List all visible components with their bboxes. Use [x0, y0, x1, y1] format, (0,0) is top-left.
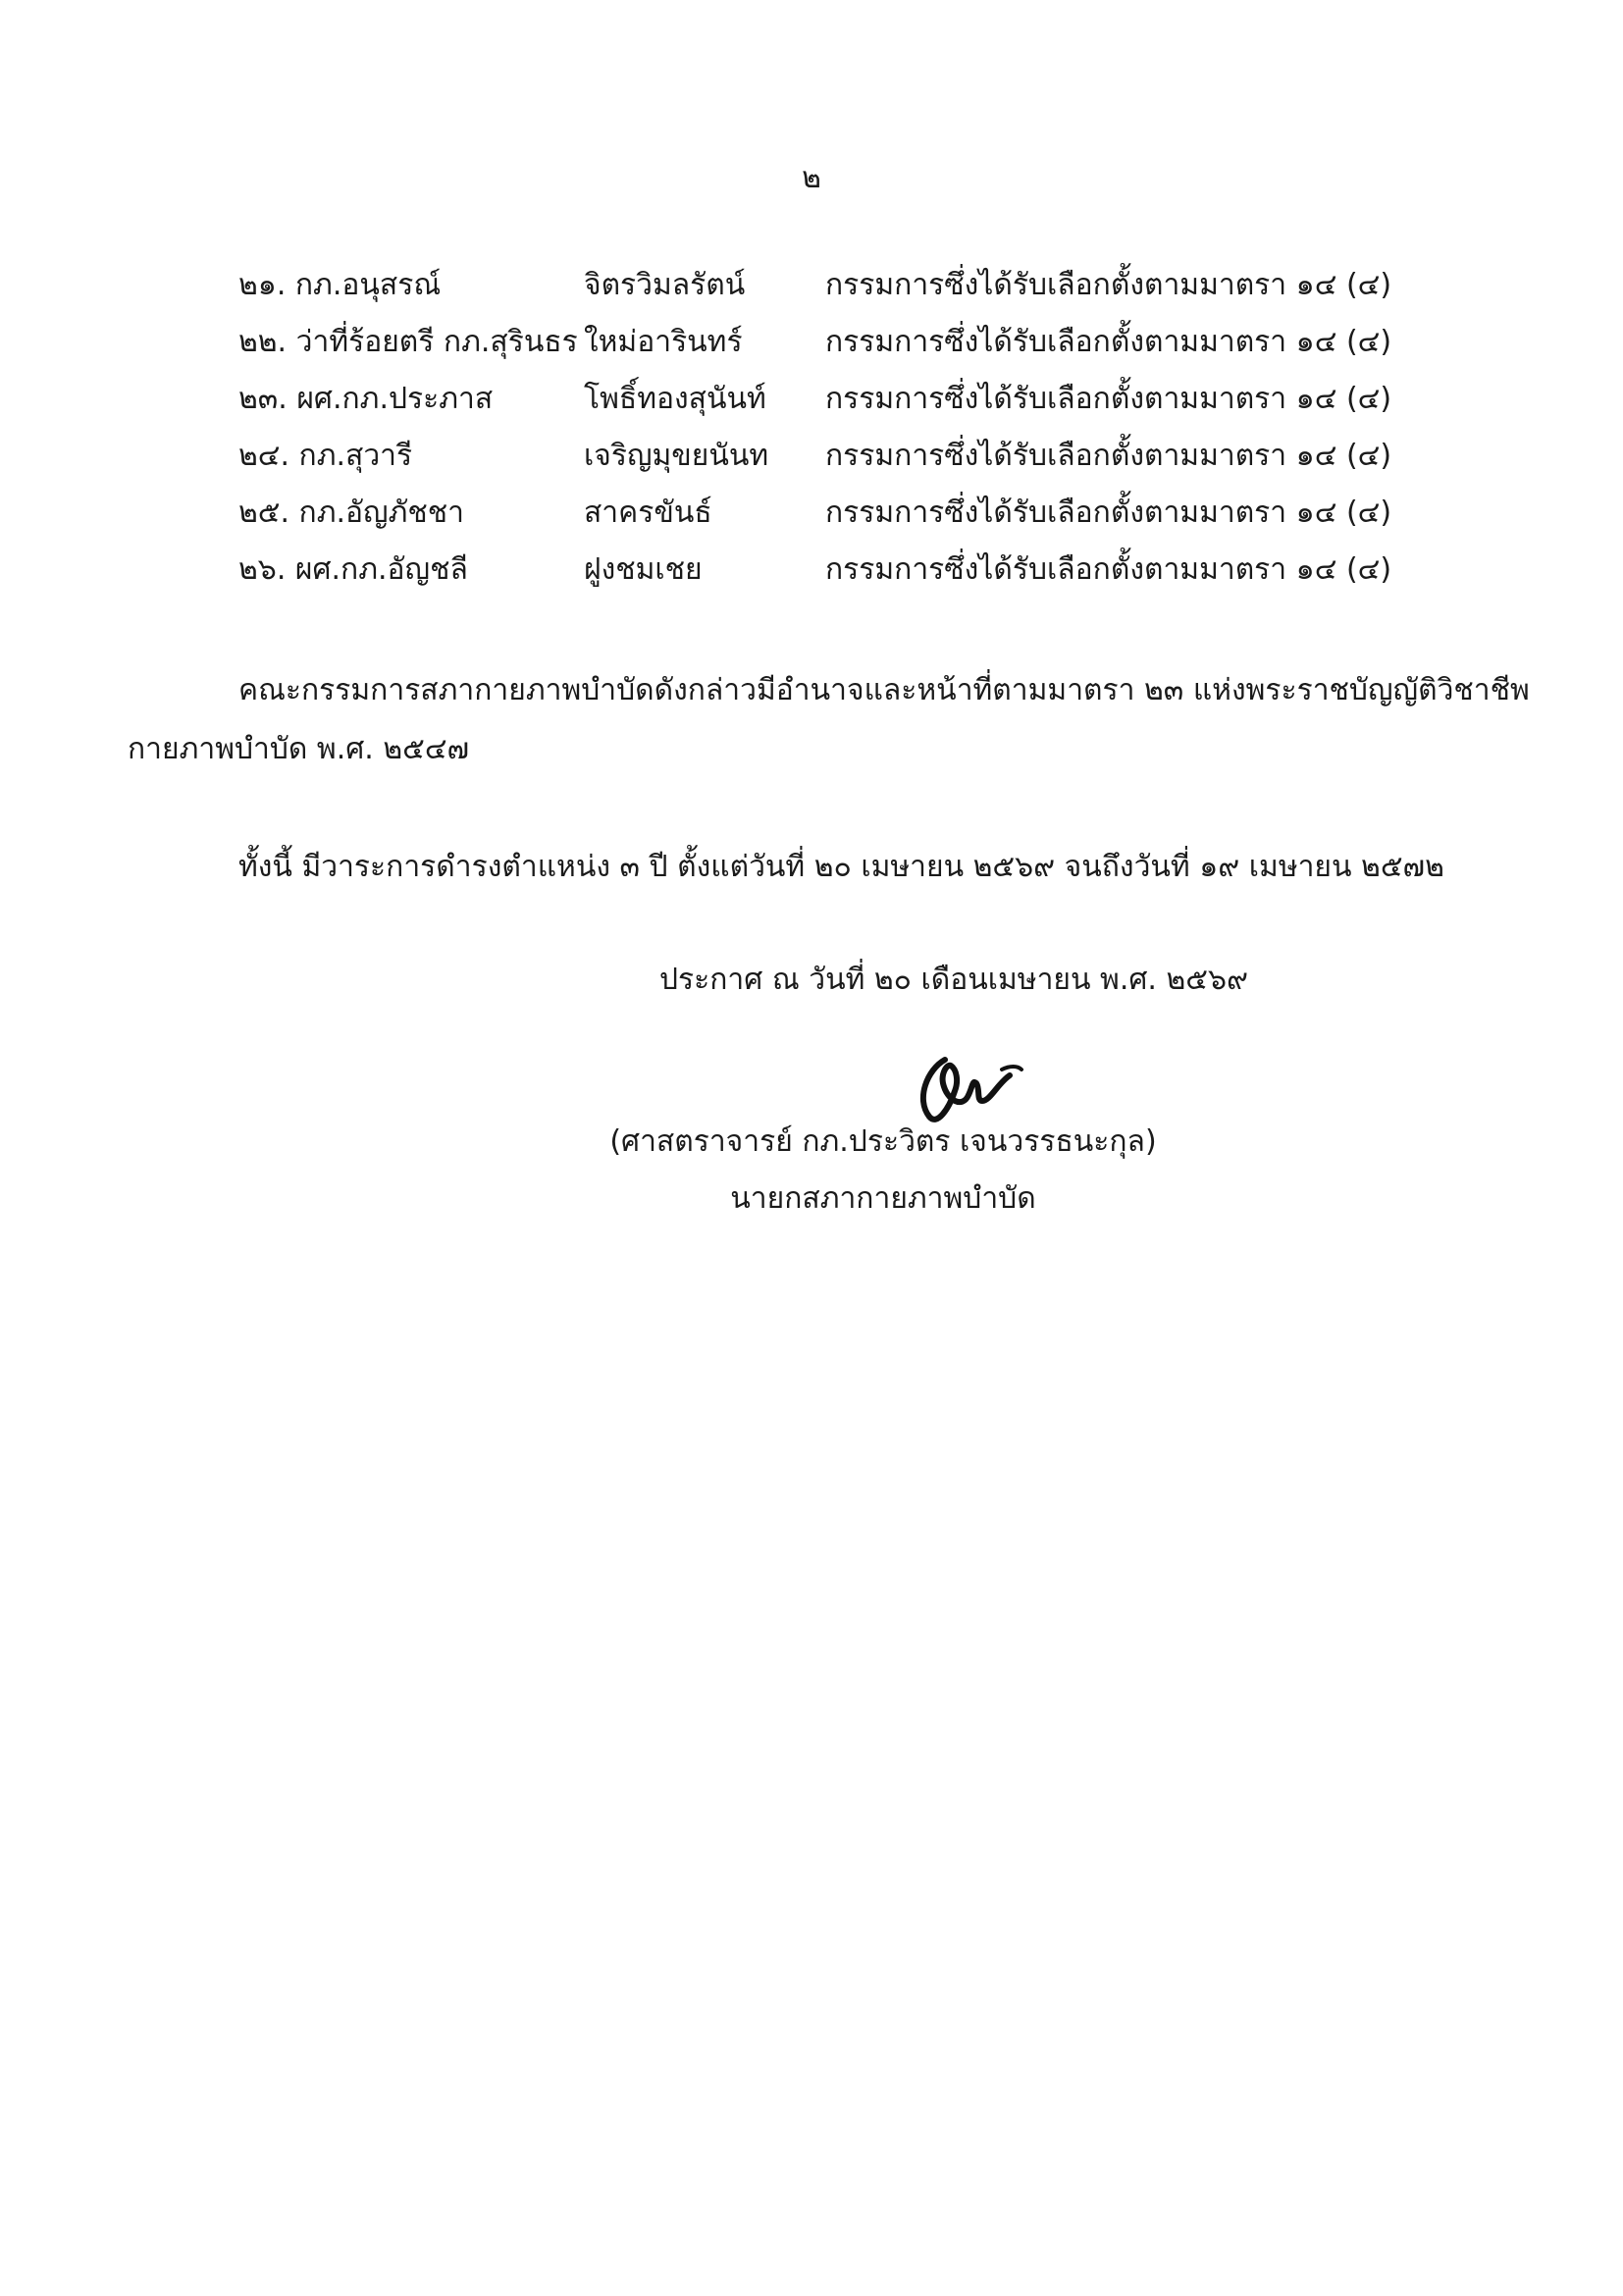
member-row: [238, 257, 1416, 314]
member-row: [238, 428, 1416, 485]
member-role: กรรมการซึ่งได้รับเลือกตั้งตามมาตรา ๑๔ (๔): [825, 268, 1392, 302]
member-role: กรรมการซึ่งได้รับเลือกตั้งตามมาตรา ๑๔ (๔): [825, 552, 1392, 587]
member-surname: ฝูงชมเชย: [584, 552, 703, 587]
authority-paragraph-line2: กายภาพบำบัด พ.ศ. ๒๕๔๗: [128, 732, 470, 766]
member-name: ๒๔. กภ.สุวารี: [238, 439, 413, 473]
member-name: ๒๒. ว่าที่ร้อยตรี กภ.สุรินธร: [238, 325, 578, 359]
member-list: [238, 257, 1416, 599]
member-role: กรรมการซึ่งได้รับเลือกตั้งตามมาตรา ๑๔ (๔): [825, 382, 1392, 416]
member-row: [238, 485, 1416, 542]
member-name: ๒๓. ผศ.กภ.ประภาส: [238, 382, 494, 416]
member-row: [238, 371, 1416, 428]
signature-image: [908, 1040, 1025, 1128]
signer-name: (ศาสตราจารย์ กภ.ประวิตร เจนวรรธนะกุล): [609, 1124, 1157, 1159]
member-surname: เจริญมุขยนันท: [584, 439, 769, 473]
term-paragraph: ทั้งนี้ มีวาระการดำรงตำแหน่ง ๓ ปี ตั้งแต่วันที่ ๒๐ เมษายน ๒๕๖๙ จนถึงวันที่ ๑๙ เมษายน ๒๕๗๒: [238, 850, 1444, 884]
page-number: ๒: [802, 161, 821, 195]
member-row: [238, 542, 1416, 599]
member-role: กรรมการซึ่งได้รับเลือกตั้งตามมาตรา ๑๔ (๔): [825, 439, 1392, 473]
member-name: ๒๕. กภ.อัญภัชชา: [238, 496, 464, 530]
member-name: ๒๑. กภ.อนุสรณ์: [238, 268, 442, 302]
signer-title: นายกสภากายภาพบำบัด: [730, 1181, 1036, 1216]
member-role: กรรมการซึ่งได้รับเลือกตั้งตามมาตรา ๑๔ (๔): [825, 325, 1392, 359]
member-role: กรรมการซึ่งได้รับเลือกตั้งตามมาตรา ๑๔ (๔): [825, 496, 1392, 530]
member-surname: สาครขันธ์: [584, 496, 712, 530]
authority-paragraph-line1: คณะกรรมการสภากายภาพบำบัดดังกล่าวมีอำนาจและหน้าที่ตามมาตรา ๒๓ แห่งพระราชบัญญัติวิชาชีพ: [238, 673, 1530, 707]
announcement-date: ประกาศ ณ วันที่ ๒๐ เดือนเมษายน พ.ศ. ๒๕๖๙: [659, 963, 1248, 997]
member-surname: ใหม่อารินทร์: [584, 325, 743, 359]
member-surname: จิตรวิมลรัตน์: [584, 268, 746, 302]
member-surname: โพธิ์ทองสุนันท์: [584, 382, 766, 416]
member-name: ๒๖. ผศ.กภ.อัญชลี: [238, 552, 468, 587]
member-row: [238, 314, 1416, 371]
